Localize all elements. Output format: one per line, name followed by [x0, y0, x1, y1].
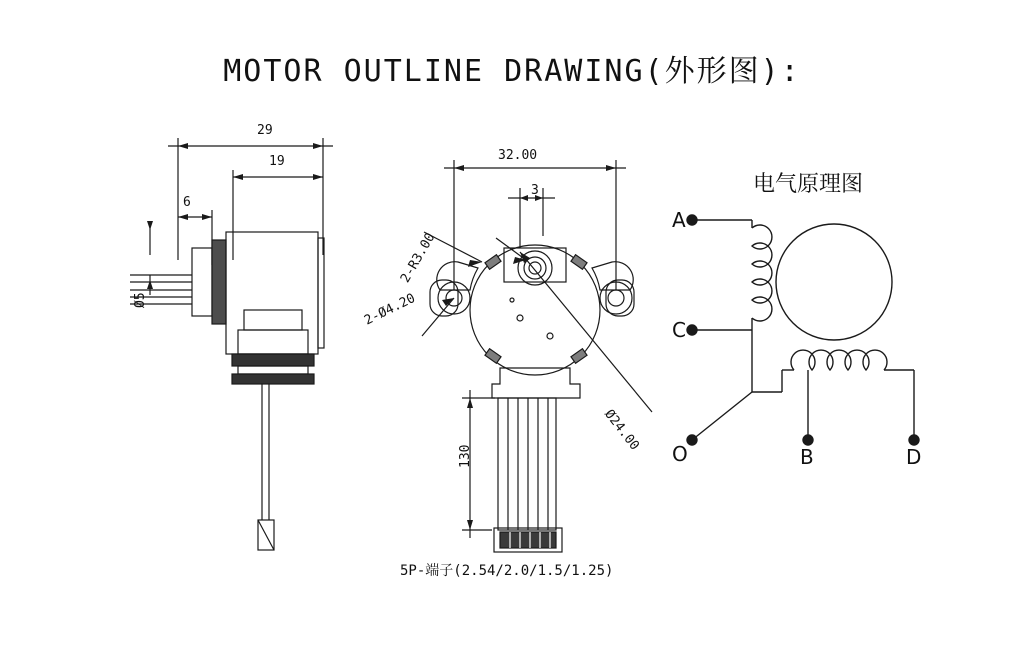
- schematic-graphic: [670, 200, 960, 470]
- front-view-graphic: [400, 140, 660, 560]
- side-view-dim-29: 29: [257, 123, 273, 138]
- schematic-node-a: A: [672, 208, 686, 232]
- connector-note: 5P-端子(2.54/2.0/1.5/1.25): [400, 563, 614, 579]
- side-view-dim-19: 19: [269, 154, 285, 169]
- side-view-dim-6: 6: [183, 195, 191, 210]
- front-view-dim-fillet-r3: 2-R3.00: [398, 230, 439, 286]
- front-view-dim-130: 130: [458, 444, 473, 468]
- side-view-graphic: [120, 120, 380, 560]
- front-view-dim-body-dia: Ø24.00: [601, 407, 642, 454]
- schematic-node-o: O: [672, 442, 688, 466]
- front-view-dim-mount-holes: 2-Ø4.20: [362, 290, 418, 329]
- page-title: MOTOR OUTLINE DRAWING(外形图):: [223, 54, 801, 89]
- schematic-title: 电气原理图: [753, 172, 864, 197]
- side-view-dim-shaft-dia: Ø5: [133, 292, 148, 308]
- front-view-dim-3: 3: [531, 183, 539, 198]
- schematic-node-b: B: [800, 445, 814, 469]
- schematic-node-c: C: [672, 318, 686, 342]
- front-view-dim-32: 32.00: [498, 148, 538, 163]
- schematic-node-d: D: [906, 445, 922, 469]
